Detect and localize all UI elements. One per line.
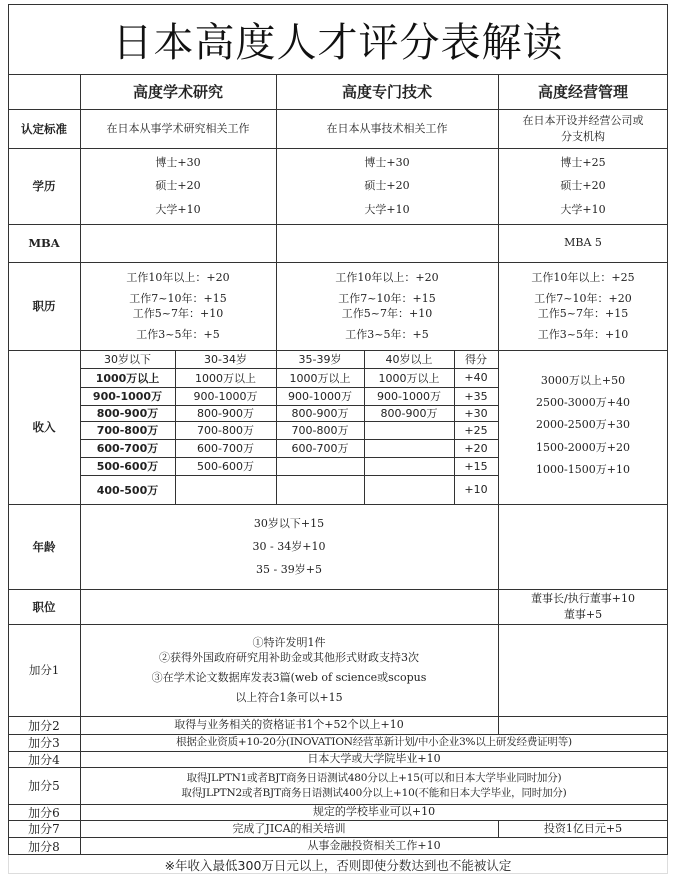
career-item: 工作5~7年：+15 (537, 307, 629, 320)
row-label-criteria: 认定标准 (21, 121, 67, 136)
position-business (498, 589, 668, 624)
income-cell: 500-600万 (197, 460, 254, 473)
income-header: 得分 (465, 353, 487, 366)
income-cell: 700-800万 (291, 424, 349, 437)
income-score: +35 (464, 389, 488, 403)
income-cell: 1000万以上 (195, 371, 256, 385)
column-header-technical: 高度专门技术 (341, 83, 432, 101)
income-business (498, 350, 668, 504)
row-label-position: 职位 (32, 599, 56, 614)
education-item: 大学+10 (364, 202, 410, 216)
row-label-bonus7: 加分7 (28, 822, 60, 836)
criteria-academic: 在日本从事学术研究相关工作 (106, 121, 250, 135)
criteria-business-line: 在日本开设并经营公司或 (522, 114, 644, 128)
criteria-business (498, 109, 668, 148)
row-label-career: 职历 (32, 299, 56, 313)
income-score: +30 (464, 406, 488, 420)
education-item: 博士+30 (155, 156, 201, 170)
career-item: 工作7~10年：+20 (534, 291, 632, 305)
bonus1-item: 以上符合1条可以+15 (235, 691, 343, 705)
income-cell: 700-800万 (96, 424, 159, 437)
income-header: 35-39岁 (298, 353, 342, 366)
row-label-bonus2: 加分2 (28, 718, 60, 733)
income-cell: 800-900万 (380, 407, 438, 420)
age-item: 30岁以下+15 (253, 516, 325, 530)
bonus7-value: 完成了JICA的相关培训 (232, 821, 346, 835)
income-cell: 1000万以上 (289, 371, 351, 385)
bonus1-item: ①特许发明1件 (252, 635, 326, 649)
income-cell: 900-1000万 (193, 390, 258, 403)
row-label-bonus4: 加分4 (28, 752, 60, 767)
career-item: 工作10年以上：+20 (126, 270, 230, 284)
career-academic (80, 262, 276, 350)
income-cell: 900-1000万 (288, 390, 352, 403)
education-item: 大学+10 (560, 202, 606, 216)
education-item: 硕士+20 (364, 179, 410, 193)
income-cell: 400-500万 (96, 483, 159, 497)
income-cell (364, 421, 454, 439)
criteria-business-line: 分支机构 (561, 129, 605, 143)
bonus5-values (80, 767, 668, 804)
footer-note: ※年收入最低300万日元以上，否则即使分数达到也不能被认定 (164, 857, 512, 873)
income-cell: 900-1000万 (92, 390, 163, 403)
income-business-item: 3000万以上+50 (540, 374, 626, 387)
income-business-item: 2500-3000万+40 (536, 396, 630, 410)
career-item: 工作5~7年：+10 (132, 307, 224, 320)
row-label-bonus3: 加分3 (28, 736, 60, 750)
income-cell: 1000万以上 (95, 371, 160, 385)
income-cell (175, 475, 276, 504)
income-cell: 800-900万 (291, 407, 349, 420)
income-header: 30岁以下 (104, 353, 151, 366)
bonus2-value: 取得与业务相关的资格证书1个+52个以上+10 (174, 718, 404, 732)
bonus1-item: ②获得外国政府研究用补助金或其他形式财政支持3次 (159, 650, 419, 664)
income-cell: 1000万以上 (378, 371, 440, 385)
row-label-bonus8: 加分8 (28, 839, 60, 854)
column-header-academic: 高度学术研究 (132, 83, 223, 101)
bonus3-value: 根据企业资质+10-20分(INOVATION经营革新计划/中小企业3%以上研发经费证明等) (176, 736, 572, 749)
income-score: +40 (464, 371, 488, 384)
career-business (498, 262, 668, 350)
income-business-item: 1000-1500万+10 (536, 462, 630, 476)
row-label-bonus5: 加分5 (28, 779, 60, 793)
bonus8-value: 从事金融投资相关工作+10 (307, 839, 441, 853)
income-cell (364, 475, 454, 504)
row-label-bonus6: 加分6 (28, 805, 60, 820)
career-item: 工作5~7年：+10 (341, 307, 433, 320)
education-item: 博士+25 (560, 156, 606, 170)
position-item: 董事长/执行董事+10 (531, 592, 635, 606)
career-technical (276, 262, 498, 350)
position-item: 董事+5 (563, 607, 603, 621)
career-item: 工作7~10年：+15 (338, 291, 436, 305)
education-item: 硕士+20 (560, 179, 606, 193)
income-cell: 800-900万 (96, 407, 159, 420)
age-item: 35 - 39岁+5 (256, 563, 322, 577)
income-cell (364, 439, 454, 457)
bonus4-value: 日本大学或大学院毕业+10 (307, 752, 441, 766)
career-item: 工作3~5年：+10 (537, 328, 629, 342)
income-score: +15 (464, 459, 488, 473)
income-score: +20 (464, 441, 488, 455)
income-score: +25 (464, 423, 488, 437)
career-item: 工作10年以上：+20 (335, 270, 439, 284)
bonus5-item: 取得JLPTN2或者BJT商务日语测试400分以上+10(不能和日本大学毕业，同时加分) (181, 786, 567, 799)
career-item: 工作3~5年：+5 (136, 328, 220, 342)
income-cell: 700-800万 (197, 424, 254, 437)
income-business-item: 1500-2000万+20 (536, 440, 630, 454)
age-values (80, 504, 498, 589)
row-label-bonus1: 加分1 (28, 663, 60, 677)
bonus1-item: ③在学术论文数据库发表3篇(web of science或scopus (151, 671, 427, 684)
income-cell: 900-1000万 (377, 390, 441, 403)
mba-business: MBA 5 (564, 236, 602, 250)
income-header: 30-34岁 (204, 353, 247, 366)
income-cell (276, 457, 364, 475)
column-header-business: 高度经营管理 (537, 83, 628, 101)
education-business (498, 148, 668, 224)
row-label-education: 学历 (32, 179, 56, 193)
income-cell: 600-700万 (96, 442, 159, 455)
bonus5-item: 取得JLPTN1或者BJT商务日语测试480分以上+15(可以和日本大学毕业同时加分) (186, 771, 562, 784)
income-cell: 600-700万 (291, 442, 349, 455)
education-item: 大学+10 (155, 202, 201, 216)
row-label-age: 年龄 (32, 539, 56, 554)
bonus7-business: 投资1亿日元+5 (543, 821, 623, 835)
career-item: 工作10年以上：+25 (531, 270, 635, 284)
education-academic (80, 148, 276, 224)
income-header: 40岁以上 (385, 353, 433, 366)
age-item: 30 - 34岁+10 (252, 539, 326, 553)
income-business-item: 2000-2500万+30 (536, 418, 630, 432)
income-cell: 500-600万 (96, 460, 159, 473)
income-cell: 600-700万 (197, 442, 254, 455)
criteria-technical: 在日本从事技术相关工作 (326, 121, 448, 135)
income-score: +10 (464, 483, 488, 496)
education-technical (276, 148, 498, 224)
income-cell: 800-900万 (197, 407, 254, 420)
page-title: 日本高度人才评分表解读 (112, 19, 564, 66)
income-cell (276, 475, 364, 504)
bonus6-value: 规定的学校毕业可以+10 (312, 805, 436, 819)
row-label-mba: MBA (28, 236, 60, 250)
row-label-income: 收入 (32, 420, 56, 434)
education-item: 博士+30 (364, 156, 410, 170)
income-cell (364, 457, 454, 475)
career-item: 工作3~5年：+5 (345, 328, 429, 342)
career-item: 工作7~10年：+15 (129, 291, 227, 305)
education-item: 硕士+20 (155, 179, 201, 193)
bonus1-values (80, 624, 498, 716)
